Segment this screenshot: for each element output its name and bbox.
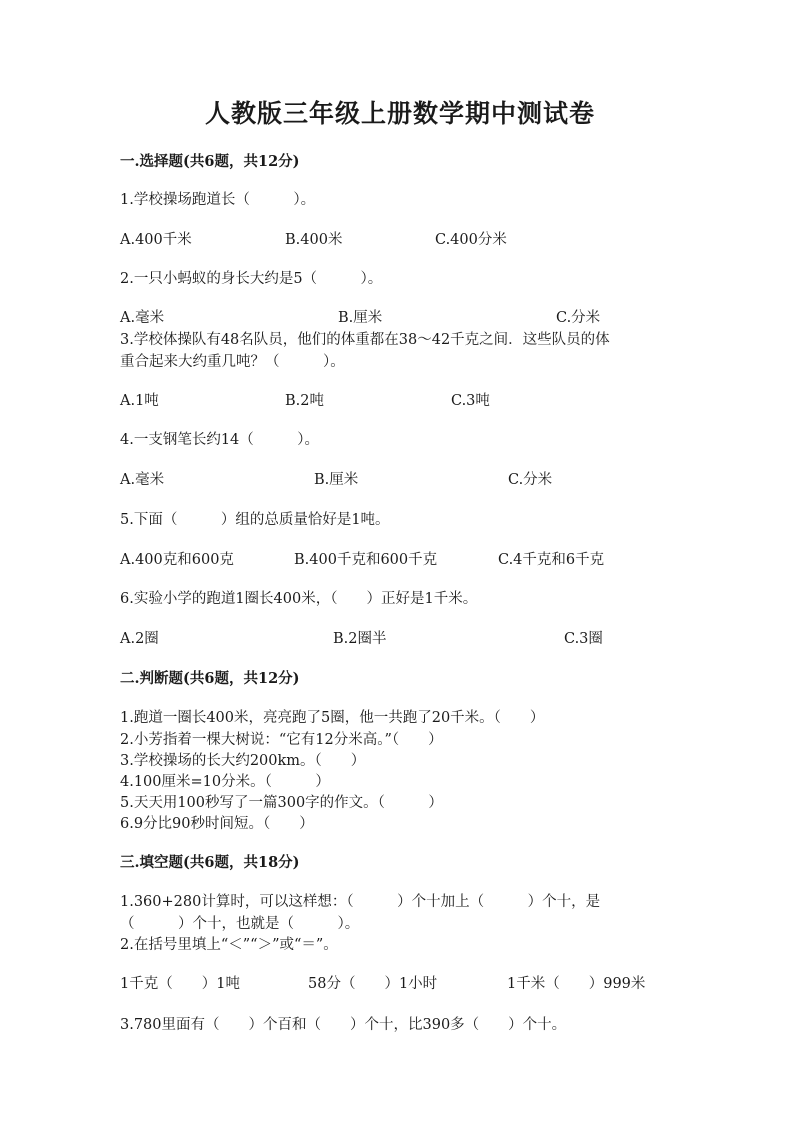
q1-option-b: B.400米 (285, 232, 343, 248)
q6-option-c: C.3圈 (564, 631, 603, 647)
fill-q2-item-2: 58分（ ）1小时 (308, 976, 438, 992)
q5-stem: 5.下面（ ）组的总质量恰好是1吨。 (120, 512, 390, 528)
judge-item-4: 4.100厘米=10分米。（ ） (120, 774, 330, 790)
section1-heading: 一.选择题(共6题，共12分) (120, 153, 300, 170)
q1-stem: 1.学校操场跑道长（ ）。 (120, 192, 316, 208)
q6-option-a: A.2圈 (120, 631, 159, 647)
q5-option-c: C.4千克和6千克 (498, 552, 605, 568)
q1-option-c: C.400分米 (435, 232, 507, 248)
q5-option-b: B.400千克和600千克 (294, 552, 438, 568)
q3-option-c: C.3吨 (451, 393, 490, 409)
exam-title: 人教版三年级上册数学期中测试卷 (204, 99, 595, 128)
q5-option-a: A.400克和600克 (120, 552, 234, 568)
judge-item-5: 5.天天用100秒写了一篇300字的作文。（ ） (120, 795, 443, 811)
judge-item-2: 2.小芳指着一棵大树说：“它有12分米高。”（ ） (120, 732, 443, 748)
q4-option-b: B.厘米 (314, 472, 359, 488)
judge-item-6: 6.9分比90秒时间短。（ ） (120, 816, 314, 832)
q2-stem: 2.一只小蚂蚁的身长大约是5（ ）。 (120, 271, 383, 287)
q4-option-c: C.分米 (508, 472, 553, 488)
q1-option-a: A.400千米 (120, 232, 192, 248)
q3-option-b: B.2吨 (285, 393, 324, 409)
q4-stem: 4.一支钢笔长约14（ ）。 (120, 432, 320, 448)
fill-q2-item-1: 1千克（ ）1吨 (120, 976, 240, 992)
q6-option-b: B.2圈半 (333, 631, 387, 647)
q3-stem-line1: 3.学校体操队有48名队员，他们的体重都在38～42千克之间．这些队员的体 (120, 332, 610, 348)
fill-q2-item-3: 1千米（ ）999米 (507, 976, 646, 992)
q2-option-c: C.分米 (556, 310, 601, 326)
judge-item-3: 3.学校操场的长大约200km。（ ） (120, 753, 366, 769)
section3-heading: 三.填空题(共6题，共18分) (120, 854, 300, 871)
q3-option-a: A.1吨 (120, 393, 159, 409)
fill-q1-line2: （ ）个十，也就是（ ）。 (120, 916, 360, 932)
q6-stem: 6.实验小学的跑道1圈长400米，（ ）正好是1千米。 (120, 591, 478, 607)
fill-q3-stem: 3.780里面有（ ）个百和（ ）个十，比390多（ ）个十。 (120, 1017, 567, 1033)
q3-stem-line2: 重合起来大约重几吨？（ ）。 (120, 354, 345, 370)
q4-option-a: A.毫米 (120, 472, 165, 488)
judge-item-1: 1.跑道一圈长400米，亮亮跑了5圈，他一共跑了20千米。（ ） (120, 710, 545, 726)
section2-heading: 二.判断题(共6题，共12分) (120, 670, 300, 687)
fill-q2-stem: 2.在括号里填上“＜”“＞”或“＝”。 (120, 937, 338, 953)
fill-q1-line1: 1.360+280计算时，可以这样想：（ ）个十加上（ ）个十，是 (120, 894, 601, 910)
q2-option-a: A.毫米 (120, 310, 165, 326)
q2-option-b: B.厘米 (338, 310, 383, 326)
